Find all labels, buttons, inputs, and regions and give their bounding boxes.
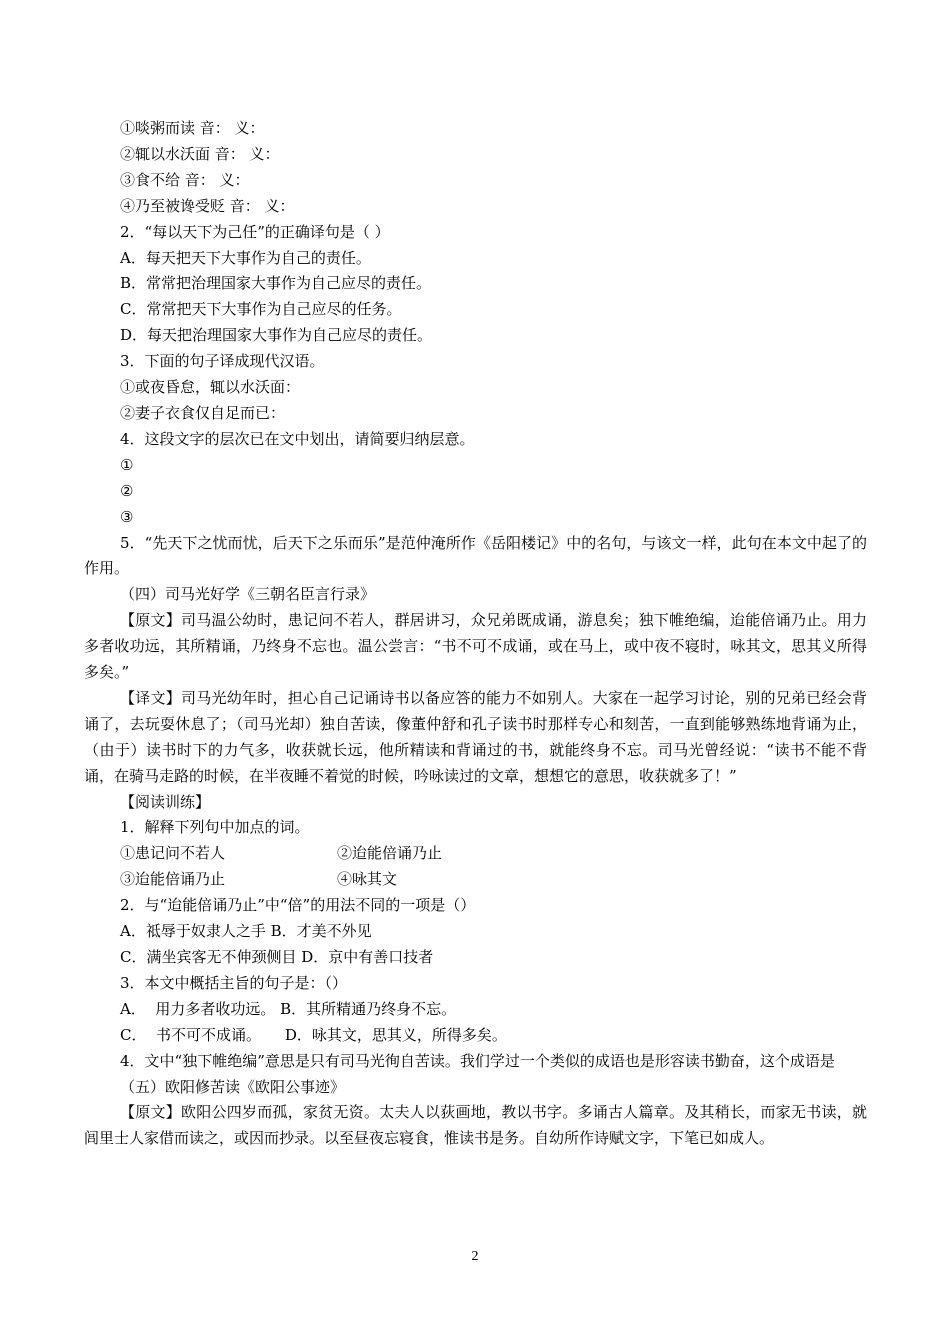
training-q1-item: ①患记问不若人 xyxy=(120,844,226,863)
training-q2-options-ab: A．祗辱于奴隶人之手 B．才美不外见 xyxy=(120,922,372,941)
q1-item-3: ③食不给 音： 义： xyxy=(120,170,250,189)
question-3: 3．下面的句子译成现代汉语。 xyxy=(120,352,325,371)
document-body xyxy=(84,116,867,1152)
training-question-3: 3．本文中概括主旨的句子是：（） xyxy=(120,973,348,992)
q4-item-3: ③ xyxy=(120,507,134,526)
training-question-2: 2．与“迨能倍诵乃止”中“倍”的用法不同的一项是（） xyxy=(120,896,476,915)
q3-item-2: ②妻子衣食仅自足而已： xyxy=(120,403,286,422)
question-4: 4．这段文字的层次已在文中划出，请简要归纳层意。 xyxy=(120,429,475,448)
training-q1-item: ②迨能倍诵乃止 xyxy=(337,844,443,863)
training-q1-item: ③迨能倍诵乃止 xyxy=(120,870,226,889)
question-5: 5．“先天下之忧而忧，后天下之乐而乐”是范仲淹所作《岳阳楼记》中的名句，与该文一样，此句在本文中起了的作用。 xyxy=(84,533,867,578)
section-4-original-text: 【原文】司马温公幼时，患记问不若人，群居讲习，众兄弟既成诵，游息矣；独下帷绝编，迨能倍诵乃止。用力多者收功远，其所精诵，乃终身不忘也。温公尝言：“书不可不成诵，或在马上，或中夜不寝时，咏其文，思其义所得多矣。” xyxy=(84,611,867,682)
section-4-title: （四）司马光好学《三朝名臣言行录》 xyxy=(120,585,376,604)
reading-training-heading: 【阅读训练】 xyxy=(120,792,211,811)
q1-item-2: ②辄以水沃面 音： 义： xyxy=(120,144,280,163)
training-q1-item: ④咏其文 xyxy=(337,870,398,889)
question-2: 2．“每以天下为己任”的正确译句是（ ） xyxy=(120,222,390,241)
q4-item-2: ② xyxy=(120,481,134,500)
q3-item-1: ①或夜昏怠，辄以水沃面： xyxy=(120,378,301,397)
training-q3-options-ab: A． 用力多者收功远。 B．其所精通乃终身不忘。 xyxy=(120,999,457,1018)
q2-option-d: D．每天把治理国家大事作为自己应尽的责任。 xyxy=(120,326,433,345)
section-5-original-text: 【原文】欧阳公四岁而孤，家贫无资。太夫人以荻画地，教以书字。多诵古人篇章。及其稍长，而家无书读，就闾里士人家借而读之，或因而抄录。以至昼夜忘寝食，惟读书是务。自幼所作诗赋文字，下笔已如成人。 xyxy=(84,1103,867,1148)
training-q3-options-cd: C． 书不可不成诵。 D．咏其文，思其义，所得多矣。 xyxy=(120,1025,507,1044)
q2-option-b: B．常常把治理国家大事作为自己应尽的责任。 xyxy=(120,274,432,293)
q2-option-c: C．常常把天下大事作为自己应尽的任务。 xyxy=(120,300,402,319)
training-q2-options-cd: C．满坐宾客无不伸颈侧目 D．京中有善口技者 xyxy=(120,948,434,966)
training-question-4: 4．文中“独下帷绝编”意思是只有司马光徇自苦读。我们学过一个类似的成语也是形容读书勤奋，这个成语是 xyxy=(120,1051,835,1070)
training-q1-row-2 xyxy=(84,867,867,893)
training-question-1: 1．解释下列句中加点的词。 xyxy=(120,818,310,837)
training-q1-row-1 xyxy=(84,841,867,867)
section-5-title: （五）欧阳修苦读《欧阳公事迹》 xyxy=(120,1077,346,1096)
page-number: 2 xyxy=(471,1249,479,1264)
section-4-translation: 【译文】司马光幼年时，担心自己记诵诗书以备应答的能力不如别人。大家在一起学习讨论，别的兄弟已经会背诵了，去玩耍休息了；（司马光却）独自苦读，像董仲舒和孔子读书时那样专心和刻苦，一直到能够熟练地背诵为止，（由于）读书时下的力气多，收获就长远，他所精读和背诵过的书，就能终身不忘。司马光曾经说：“读书不能不背诵，在骑马走路的时候，在半夜睡不着觉的时候，吟咏读过的文章，想想它的意思，收获就多了！” xyxy=(84,688,867,785)
q1-item-1: ①啖粥而读 音： 义： xyxy=(120,119,265,137)
q1-item-4: ④乃至被谗受贬 音： 义： xyxy=(120,196,295,215)
q2-option-a: A．每天把天下大事作为自己的责任。 xyxy=(120,248,371,267)
q4-item-1: ① xyxy=(120,455,134,474)
